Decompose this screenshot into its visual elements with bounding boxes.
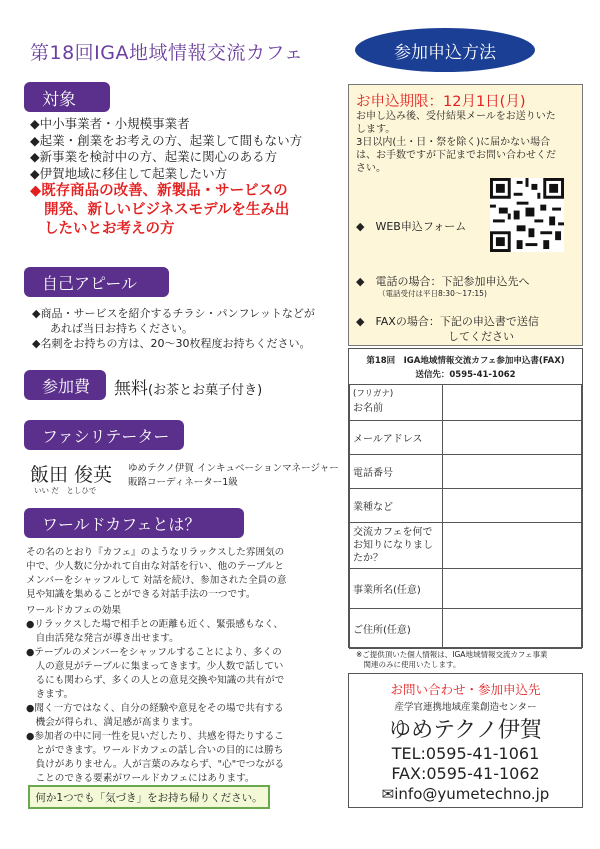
qr-code-icon[interactable] <box>490 178 564 252</box>
appeal-heading: 自己アピール <box>24 267 169 297</box>
target-item: ◆起業・創業をお考えの方、起業して間もない方 <box>30 132 303 148</box>
field-label-company: 事業所名(任意) <box>350 569 443 609</box>
apply-method-badge: 参加申込方法 <box>355 28 535 72</box>
field-label-name: (フリガナ) お名前 <box>350 385 443 421</box>
address-field[interactable] <box>443 609 582 649</box>
tip-box: 何か1つでも「気づき」をお持ち帰りください。 <box>28 785 270 809</box>
facilitator-role: ゆめテクノ伊賀 インキュベーションマネージャー 販路コーディネーター1級 <box>128 463 339 488</box>
fee-heading: 参加費 <box>24 370 106 400</box>
phone-hours: （電話受付は平日8:30～17:15) <box>378 289 487 298</box>
facilitator-heading: ファシリテーター <box>24 420 184 450</box>
target-list <box>30 116 302 182</box>
field-label-industry: 業種など <box>350 489 443 523</box>
fax-form-title: 第18回 IGA地域情報交流カフェ参加申込書(FAX) <box>366 356 565 366</box>
fax-sendto: 送信先：0595-41-1062 <box>415 370 516 380</box>
contact-fax: FAX:0595-41-1062 <box>391 764 540 783</box>
name-field[interactable] <box>443 385 582 421</box>
fee-value: 無料(お茶とお菓子付き) <box>114 379 263 399</box>
industry-field[interactable] <box>443 489 582 523</box>
contact-org: 産学官連携地域産業創造センター <box>394 702 537 713</box>
contact-name: ゆめテクノ伊賀 <box>389 718 542 743</box>
facilitator-reading: いい だ としひで <box>34 486 97 495</box>
target-item: ◆伊賀地域に移住して起業したい方 <box>30 165 228 181</box>
facilitator-name: 飯田 俊英 <box>30 464 113 486</box>
fax-apply-2: してください <box>448 330 514 343</box>
email-field[interactable] <box>443 421 582 455</box>
source-field[interactable] <box>443 523 582 569</box>
mail-icon: ✉ <box>381 785 395 803</box>
target-heading: 対象 <box>24 82 110 112</box>
privacy-note: ※ご提供頂いた個人情報は、IGA地域情報交流カフェ事業 関連のみに使用いたします。 <box>356 650 548 669</box>
contact-email[interactable]: info@yumetechno.jp <box>394 785 550 803</box>
web-form-link[interactable]: ◆ WEB申込フォーム <box>356 220 467 233</box>
field-label-source: 交流カフェを何でお知りになりましたか？ <box>350 523 443 569</box>
worldcafe-body: その名のとおり『カフェ』のようなリラックスした雰囲気の 中で、少人数に分かれて自由な対話を行い、他のテーブルと メンバーをシャッフルして 対話を続け、参加された全員の意 見や知識を集めることができる対話手法の一つです。 ワールドカフェの効果 ●リラックスした場で相手との距離も近く、緊張感もなく、 自由活発な発言が導き出せます。 ●テーブルのメンバーをシャッフルすることにより、多くの 人の意見がテーブルに集まってきます。少人数で話してい るにも関わらず、多くの人との意見交換や知識の共有がで きます。 ●聞く一方ではなく、自分の経験や意見をその場で共有する 機会が得られ、満足感が高まります。 ●参加者の中に同一性を見いだしたり、共感を得たりするこ とができます。ワールドカフェの話し合いの目的には勝ち 負けがありません。人が言葉のみならず、"心"でつながる ことのできる要素がワールドカフェにはあります。 <box>26 547 287 784</box>
contact-box <box>348 673 583 808</box>
apply-note: お申し込み後、受付結果メールをお送りいた します。 3日以内(土・日・祭を除く)に届かない場合 は、お手数ですが下記までお問い合わせくだ さい。 <box>356 111 556 174</box>
target-highlight: ◆既存商品の改善、新製品・サービスの 開発、新しいビジネスモデルを生み出 したいとお考えの方 <box>30 183 290 237</box>
worldcafe-heading: ワールドカフェとは？ <box>24 508 244 538</box>
phone-apply: ◆ 電話の場合：下記参加申込先へ <box>356 275 530 288</box>
contact-email-row[interactable] <box>349 784 582 804</box>
phone-field[interactable] <box>443 455 582 489</box>
company-field[interactable] <box>443 569 582 609</box>
appeal-list: ◆商品・サービスを紹介するチラシ・パンフレットなどが あれば当日お持ちください。 ◆名刺をお持ちの方は、20～30枚程度お持ちください。 <box>32 307 315 350</box>
page-title: 第18回IGA地域情報交流カフェ <box>30 42 304 64</box>
target-item: ◆新事業を検討中の方、起業に関心のある方 <box>30 149 278 164</box>
fax-apply: ◆ FAXの場合：下記の申込書で送信 <box>356 315 539 328</box>
field-label-address: ご住所(任意) <box>350 609 443 649</box>
contact-tel: TEL:0595-41-1061 <box>391 744 540 763</box>
target-item: ◆中小事業者・小規模事業者 <box>30 116 190 131</box>
field-label-phone: 電話番号 <box>350 455 443 489</box>
contact-title: お問い合わせ・参加申込先 <box>390 682 541 697</box>
deadline: お申込期限：12月1日(月) <box>356 94 526 110</box>
field-label-email: メールアドレス <box>350 421 443 455</box>
fax-form <box>348 348 583 648</box>
